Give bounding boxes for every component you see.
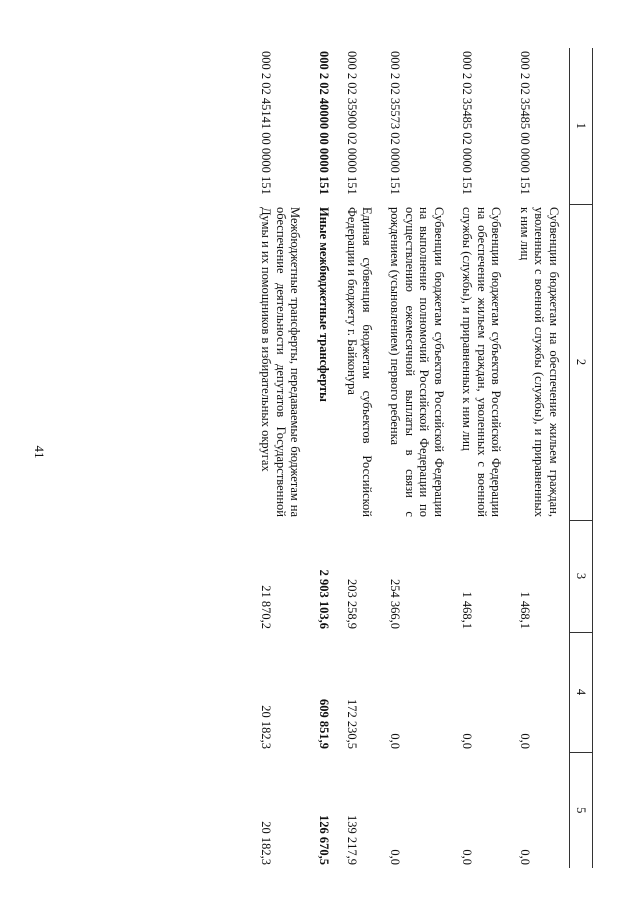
value-col5: 0,0	[460, 849, 475, 865]
value-col5: 126 670,5	[317, 815, 331, 865]
value-col3: 21 870,2	[259, 585, 274, 629]
value-col4: 0,0	[518, 733, 532, 749]
page-number: 41	[32, 445, 47, 459]
item-name: Субвенции бюджетам на обеспечение жильем граждан, уволенных с военной службы (службы), и приравненных к ним лиц	[518, 207, 561, 517]
item-name: Субвенции бюджетам субъектов Российской Федерации на обеспечение жильем граждан, уволенных с военной службы (службы), и приравненных к ним лиц	[460, 207, 504, 517]
value-col4: 172 230,5	[345, 699, 360, 749]
value-col3: 2 903 103,6	[317, 569, 331, 629]
budget-code: 000 2 02 35485 00 0000 151	[518, 51, 532, 195]
value-col4: 20 182,3	[259, 705, 274, 749]
column-header: 1	[570, 48, 593, 204]
table-row-total	[311, 48, 340, 868]
value-col4: 0,0	[460, 733, 475, 749]
budget-code: 000 2 02 35485 02 0000 151	[460, 51, 475, 195]
budget-table	[253, 48, 593, 868]
column-header: 5	[570, 752, 593, 868]
value-col3: 1 468,1	[460, 591, 475, 629]
item-name: Иные межбюджетные трансферты	[317, 207, 331, 402]
value-col5: 0,0	[518, 849, 532, 865]
budget-code: 000 2 02 35573 02 0000 151	[388, 51, 403, 195]
item-name: Межбюджетные трансферты, передаваемые бюджетам на обеспечение деятельности депутатов Государственной Думы и их помощников в избирательных округах	[259, 207, 303, 517]
column-header: 3	[570, 520, 593, 632]
budget-code: 000 2 02 35900 02 0000 151	[345, 51, 360, 195]
table-header-row	[570, 48, 593, 868]
table-row	[454, 48, 512, 868]
item-name: Субвенции бюджетам субъектов Российской Федерации на выполнение полномочий Российской Федерации по осуществлению ежемесячной выплаты в связи с рождением (усыновлением) первого ребенка	[388, 207, 446, 517]
value-col3: 1 468,1	[518, 591, 532, 629]
budget-code: 000 2 02 45141 00 0000 151	[259, 51, 274, 195]
table-row	[339, 48, 382, 868]
value-col4: 0,0	[388, 733, 403, 749]
budget-code: 000 2 02 40000 00 0000 151	[317, 51, 331, 195]
value-col5: 0,0	[388, 849, 403, 865]
rotated-page-content	[40, 0, 640, 905]
table-row	[253, 48, 311, 868]
item-name: Единая субвенция бюджетам субъектов Российской Федерации и бюджету г. Байконура	[345, 207, 374, 517]
value-col4: 609 851,9	[317, 699, 331, 749]
value-col5: 20 182,3	[259, 821, 274, 865]
value-col3: 254 366,0	[388, 579, 403, 629]
table-row	[382, 48, 454, 868]
value-col3: 203 258,9	[345, 579, 360, 629]
value-col5: 139 217,9	[345, 815, 360, 865]
column-header: 2	[570, 204, 593, 520]
table-row	[512, 48, 570, 868]
column-header: 4	[570, 632, 593, 752]
